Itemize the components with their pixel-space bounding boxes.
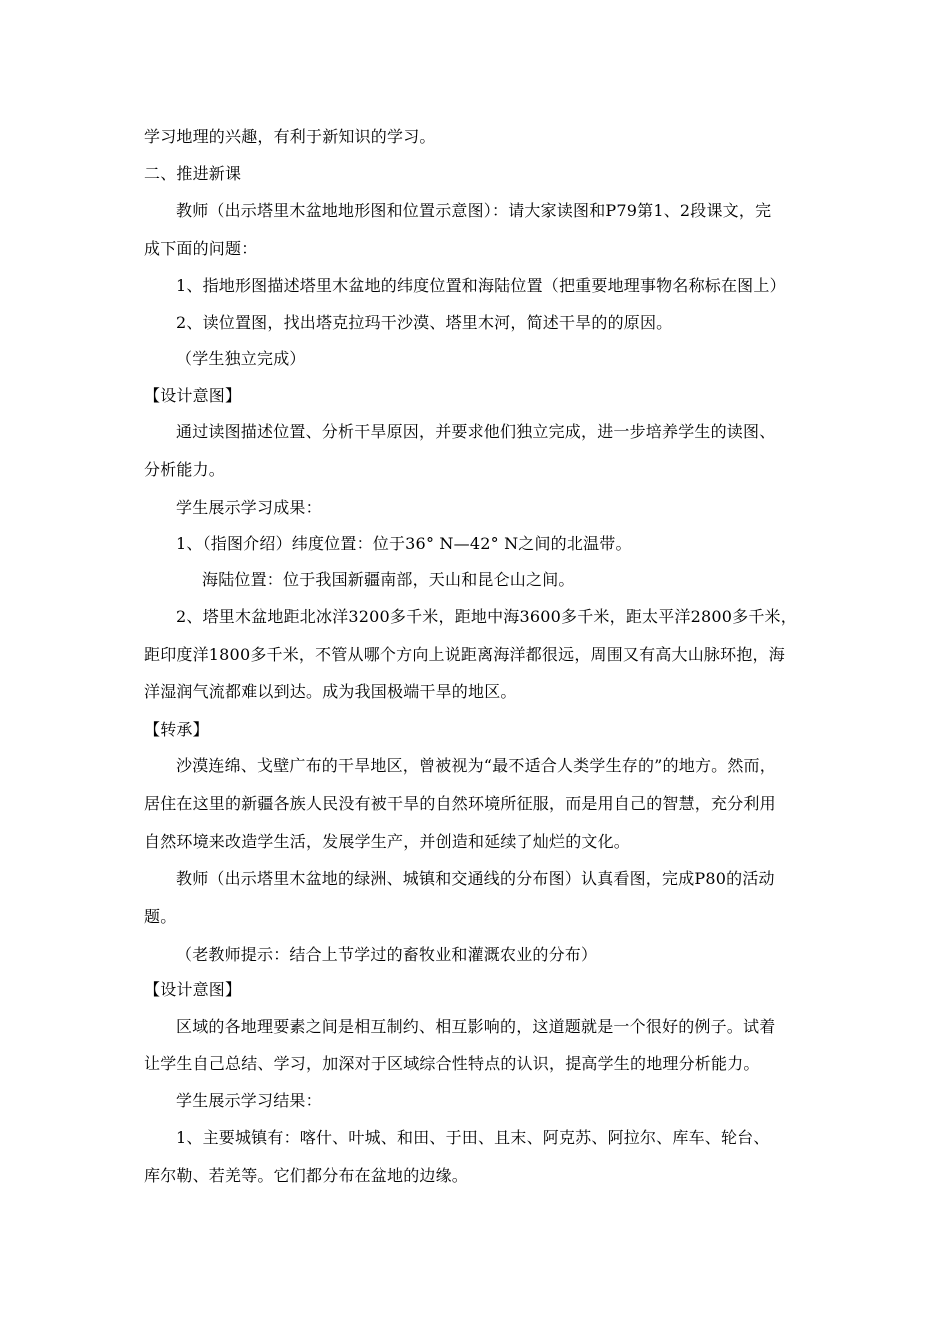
paragraph-line: 教师（出示塔里木盆地的绿洲、城镇和交通线的分布图）认真看图，完成P80的活动 bbox=[176, 869, 775, 888]
paragraph-line: 居住在这里的新疆各族人民没有被干旱的自然环境所征服，而是用自己的智慧，充分利用 bbox=[144, 794, 776, 813]
paragraph-line: 海陆位置：位于我国新疆南部，天山和昆仑山之间。 bbox=[202, 570, 575, 589]
paragraph-line: 分析能力。 bbox=[144, 460, 226, 479]
paragraph-line: 成下面的问题： bbox=[144, 239, 258, 258]
paragraph-line: （老教师提示：结合上节学过的畜牧业和灌溉农业的分布） bbox=[176, 945, 598, 964]
paragraph-line: 通过读图描述位置、分析干旱原因，并要求他们独立完成，进一步培养学生的读图、 bbox=[176, 422, 776, 441]
paragraph-line: 自然环境来改造学生活，发展学生产，并创造和延续了灿烂的文化。 bbox=[144, 832, 631, 851]
paragraph-line: 1、主要城镇有：喀什、叶城、和田、于田、且末、阿克苏、阿拉尔、库车、轮台、 bbox=[176, 1128, 770, 1147]
paragraph-line: （学生独立完成） bbox=[176, 349, 306, 368]
paragraph-line: 2、塔里木盆地距北冰洋3200多千米，距地中海3600多千米，距太平洋2800多千米， bbox=[176, 607, 797, 626]
paragraph-line: 1、（指图介绍）纬度位置：位于36° N—42° N之间的北温带。 bbox=[176, 534, 632, 553]
paragraph-line: 让学生自己总结、学习，加深对于区域综合性特点的认识，提高学生的地理分析能力。 bbox=[144, 1054, 760, 1073]
paragraph-line: 沙漠连绵、戈壁广布的干旱地区，曾被视为“最不适合人类学生存的”的地方。然而， bbox=[176, 756, 776, 775]
paragraph-line: 距印度洋1800多千米，不管从哪个方向上说距离海洋都很远，周围又有高大山脉环抱，海 bbox=[144, 645, 785, 664]
section-heading: 【转承】 bbox=[144, 720, 209, 739]
section-heading: 【设计意图】 bbox=[144, 980, 242, 999]
paragraph-line: 区域的各地理要素之间是相互制约、相互影响的，这道题就是一个很好的例子。试着 bbox=[176, 1017, 776, 1036]
paragraph-line: 学习地理的兴趣，有利于新知识的学习。 bbox=[144, 127, 436, 146]
paragraph-line: 学生展示学习结果： bbox=[176, 1091, 322, 1110]
section-heading: 【设计意图】 bbox=[144, 386, 242, 405]
paragraph-line: 2、读位置图，找出塔克拉玛干沙漠、塔里木河，简述干旱的的原因。 bbox=[176, 313, 673, 332]
paragraph-line: 教师（出示塔里木盆地地形图和位置示意图）：请大家读图和P79第1、2段课文，完 bbox=[176, 201, 772, 220]
paragraph-line: 题。 bbox=[144, 907, 177, 926]
paragraph-line: 洋湿润气流都难以到达。成为我国极端干旱的地区。 bbox=[144, 682, 517, 701]
paragraph-line: 库尔勒、若羌等。它们都分布在盆地的边缘。 bbox=[144, 1166, 469, 1185]
section-heading: 二、推进新课 bbox=[144, 164, 242, 183]
paragraph-line: 学生展示学习成果： bbox=[176, 498, 322, 517]
paragraph-line: 1、指地形图描述塔里木盆地的纬度位置和海陆位置（把重要地理事物名称标在图上） bbox=[176, 276, 786, 295]
